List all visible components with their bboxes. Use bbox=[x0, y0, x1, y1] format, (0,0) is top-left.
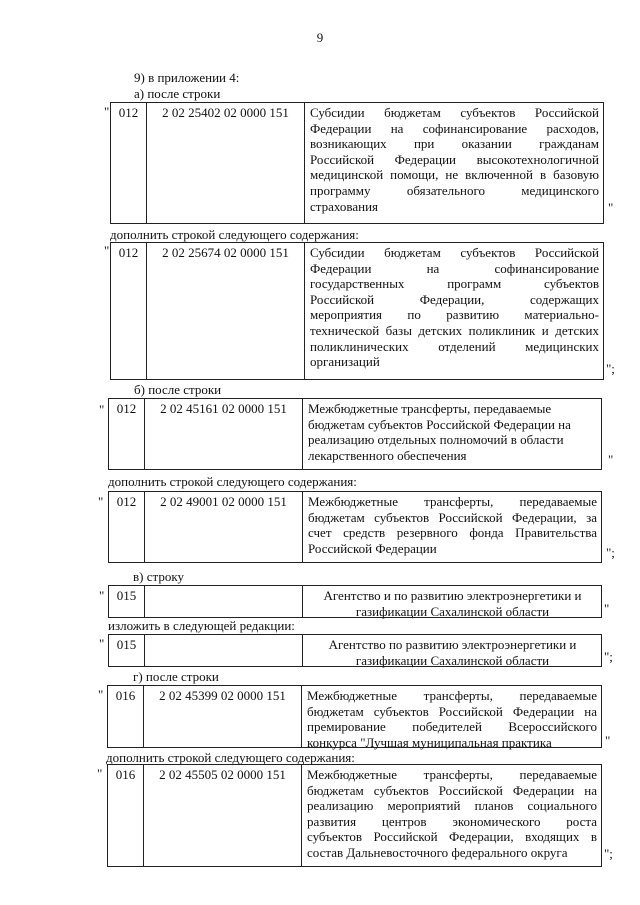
open-quote: " bbox=[99, 402, 105, 417]
close-quote-semicolon: "; bbox=[604, 649, 613, 664]
row-kbk: 2 02 25674 02 0000 151 bbox=[147, 243, 305, 379]
table-row-4 bbox=[108, 491, 602, 563]
close-quote: " bbox=[608, 200, 614, 215]
label-b: б) после строки bbox=[134, 382, 222, 397]
row-kbk: 2 02 45505 02 0000 151 bbox=[144, 765, 302, 866]
desc-line: Межбюджетные трансферты, передаваемые bbox=[307, 767, 597, 782]
row-kbk: 2 02 45161 02 0000 151 bbox=[145, 399, 303, 469]
table-row-3 bbox=[108, 398, 602, 470]
desc-line: Российской Федерации bbox=[308, 540, 437, 556]
table-row-5 bbox=[108, 585, 602, 618]
label-v: в) строку bbox=[133, 569, 184, 584]
row-description bbox=[303, 399, 601, 469]
desc-line: бюджетам субъектов Российской Федерации на bbox=[308, 416, 571, 432]
desc-line: бюджетам субъектов Российской Федерации на bbox=[307, 782, 597, 798]
desc-line: Субсидии бюджетам субъектов Российской bbox=[310, 105, 599, 120]
desc-line: развития центров экономического роста bbox=[307, 813, 597, 829]
desc-line: поликлинических отделений медицинских bbox=[310, 338, 599, 354]
close-quote: " bbox=[608, 452, 614, 467]
close-quote: " bbox=[604, 601, 610, 616]
desc-line: премирование победителей Всероссийского bbox=[307, 719, 597, 735]
desc-line: бюджетам субъектов Российской Федерации на bbox=[307, 703, 597, 719]
row-code: 012 bbox=[109, 492, 145, 562]
table-row-6 bbox=[108, 634, 602, 667]
row-code: 012 bbox=[109, 399, 145, 469]
desc-line: Российской Федерации, содержащих bbox=[310, 291, 599, 307]
desc-line: состав Дальневосточного федерального округа bbox=[307, 844, 568, 860]
open-quote: " bbox=[98, 687, 104, 702]
desc-line: медицинской помощи, не включенной в базовую bbox=[310, 167, 599, 183]
desc-line: счет средств резервного фонда Правительства bbox=[308, 525, 597, 541]
row-description bbox=[305, 243, 603, 379]
open-quote: " bbox=[97, 766, 103, 781]
row-description bbox=[303, 586, 601, 617]
label-a: а) после строки bbox=[134, 86, 221, 101]
open-quote: " bbox=[98, 494, 104, 509]
desc-line: газификации Сахалинской области bbox=[355, 603, 550, 619]
desc-line: страхования bbox=[310, 198, 379, 214]
desc-line: лекарственного обеспечения bbox=[308, 447, 467, 463]
open-quote: " bbox=[104, 104, 110, 119]
desc-line: технической базы детских поликлиник и детских bbox=[310, 322, 599, 338]
table-row-7 bbox=[107, 685, 602, 748]
open-quote: " bbox=[99, 588, 105, 603]
desc-line: конкурса "Лучшая муниципальная практика bbox=[307, 734, 552, 750]
row-code: 015 bbox=[109, 586, 145, 617]
desc-line: программу обязательного медицинского bbox=[310, 182, 599, 198]
desc-line: Межбюджетные трансферты, передаваемые bbox=[307, 688, 597, 703]
row-code: 015 bbox=[109, 635, 145, 666]
label-g: г) после строки bbox=[133, 669, 219, 684]
add-instruction: дополнить строкой следующего содержания: bbox=[108, 474, 357, 489]
row-code: 016 bbox=[108, 686, 144, 747]
desc-line: Федерации на софинансирование bbox=[310, 260, 599, 276]
row-description bbox=[305, 103, 603, 223]
desc-line: мероприятия по развитию материально- bbox=[310, 307, 599, 323]
desc-line: субъектов Российской Федерации, входящих в bbox=[307, 829, 597, 845]
desc-line: Агентство и по развитию электроэнергетики и bbox=[323, 588, 582, 603]
desc-line: организаций bbox=[310, 354, 380, 370]
row-description bbox=[303, 492, 601, 562]
restate-instruction: изложить в следующей редакции: bbox=[108, 618, 295, 633]
desc-line: Федерации на софинансирование расходов, bbox=[310, 120, 599, 136]
row-code: 016 bbox=[108, 765, 144, 866]
add-instruction: дополнить строкой следующего содержания: bbox=[110, 227, 359, 242]
desc-line: реализацию отдельных полномочий в области bbox=[308, 432, 564, 448]
table-row-8 bbox=[107, 764, 602, 867]
desc-line: государственных программ субъектов bbox=[310, 276, 599, 292]
desc-line: Субсидии бюджетам субъектов Российской bbox=[310, 245, 599, 260]
table-row-1 bbox=[110, 102, 604, 224]
add-instruction: дополнить строкой следующего содержания: bbox=[106, 750, 355, 765]
desc-line: бюджетам субъектов Российской Федерации, за bbox=[308, 509, 597, 525]
page-number: 9 bbox=[316, 30, 324, 45]
open-quote: " bbox=[104, 243, 110, 258]
desc-line: реализацию мероприятий планов социального bbox=[307, 798, 597, 814]
row-description bbox=[303, 635, 601, 666]
desc-line: газификации Сахалинской области bbox=[355, 652, 550, 668]
row-kbk bbox=[145, 586, 303, 617]
desc-line: Агентство по развитию электроэнергетики и bbox=[328, 637, 577, 652]
row-code: 012 bbox=[111, 243, 147, 379]
section-heading: 9) в приложении 4: bbox=[134, 70, 240, 85]
row-kbk bbox=[145, 635, 303, 666]
close-quote-semicolon: "; bbox=[606, 361, 615, 376]
desc-line: Российской Федерации высокотехнологичной bbox=[310, 151, 599, 167]
row-description bbox=[302, 765, 601, 866]
row-code: 012 bbox=[111, 103, 147, 223]
row-description bbox=[302, 686, 601, 750]
close-quote-semicolon: "; bbox=[606, 545, 615, 560]
desc-line: Межбюджетные трансферты, передаваемые bbox=[308, 401, 552, 416]
desc-line: возникающих при оказании гражданам bbox=[310, 136, 599, 152]
row-kbk: 2 02 25402 02 0000 151 bbox=[147, 103, 305, 223]
close-quote: " bbox=[605, 733, 611, 748]
close-quote-semicolon: "; bbox=[604, 846, 613, 861]
row-kbk: 2 02 45399 02 0000 151 bbox=[144, 686, 302, 747]
desc-line: Межбюджетные трансферты, передаваемые bbox=[308, 494, 597, 509]
row-kbk: 2 02 49001 02 0000 151 bbox=[145, 492, 303, 562]
table-row-2 bbox=[110, 242, 604, 380]
open-quote: " bbox=[99, 636, 105, 651]
